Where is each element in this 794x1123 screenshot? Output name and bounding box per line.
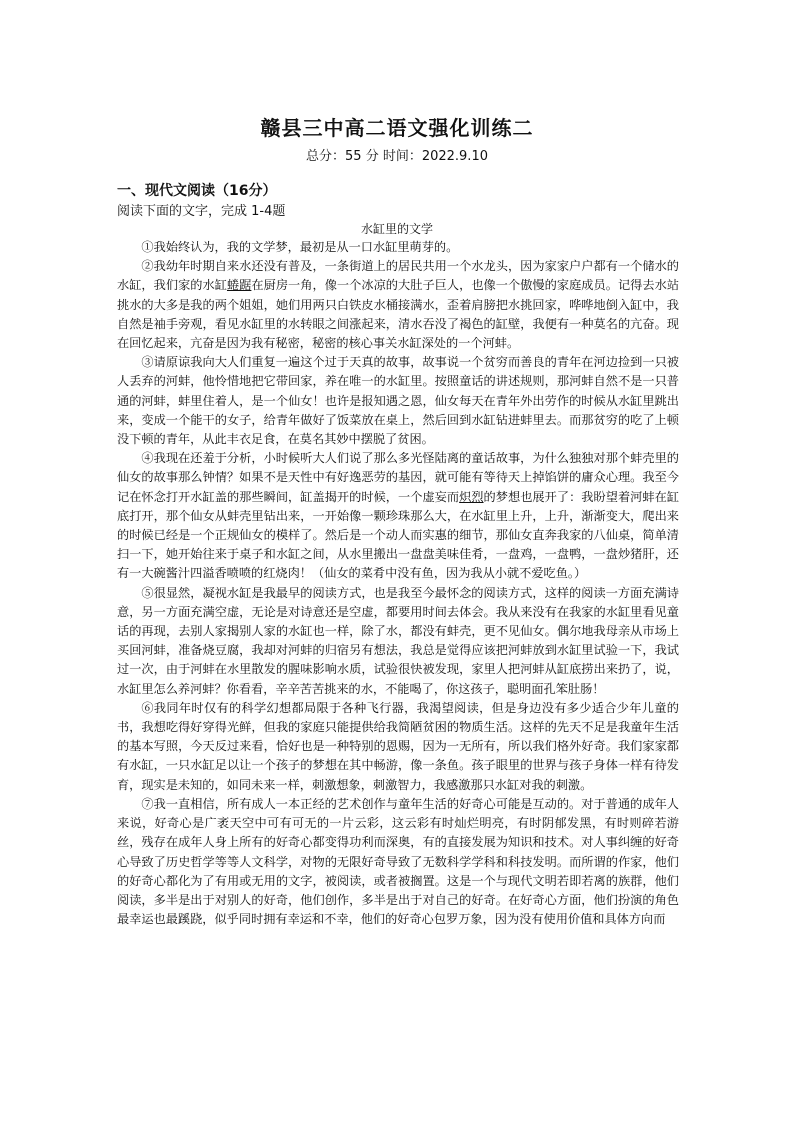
- paragraph-7: ⑦我一直相信，所有成人一本正经的艺术创作与童年生活的好奇心可能是互动的。对于普通的成年人来说，好奇心是广袤天空中可有可无的一片云彩，这云彩有时灿烂明亮，有时阴郁发黑，有时则碎若游丝，残存在成年人身上所有的好奇心都变得功利而深奥，有的直接发展为知识和技术。对人事纠缠的好奇心导致了历史哲学等等人文科学，对物的无限好奇导致了无数科学学科和科技发明。而所谓的作家，他们的好奇心都化为了有用或无用的文字，被阅读，或者被搁置。这是一个与现代文明若即若离的族群，他们阅读，多半是出于对别人的好奇，他们创作，多半是出于对自己的好奇。在好奇心方面，他们扮演的角色最幸运也最蹊跷，似乎同时拥有幸运和不幸，他们的好奇心包罗万象，因为没有使用价值和具体方向而: [117, 796, 679, 927]
- paragraph-4-text-b: 的梦想也展开了：我盼望着河蚌在缸底打开，那个仙女从蚌壳里钻出来，一开始像一颗珍珠那么大，在水缸里上升，上升，渐渐变大，爬出来的时候已经是一个正规仙女的模样了。然后是一个动人而实惠的细节，那仙女直奔我家的八仙桌，简单清扫一下，她开始往来于桌子和水缸之间，从水里搬出一盘盘美味佳肴，一盘鸡，一盘鸭，一盘炒猪肝，还有一大碗酱汁四溢香喷喷的红烧肉！（仙女的菜肴中没有鱼，因为我从小就不爱吃鱼。）: [117, 489, 680, 581]
- section-heading: 一、现代文阅读（16分）: [117, 183, 277, 199]
- underlined-word: 炽烈: [459, 489, 484, 504]
- reading-instruction: 阅读下面的文字，完成 1-4题: [117, 204, 286, 219]
- underlined-word: 蜷踞: [226, 278, 252, 293]
- article-body: [117, 238, 679, 929]
- paragraph-3: ③请原谅我向大人们重复一遍这个过于天真的故事，故事说一个贫穷而善良的青年在河边捡到一只被人丢弃的河蚌，他怜惜地把它带回家，养在唯一的水缸里。按照童话的讲述规则，那河蚌自然不是一只普通的河蚌，蚌里住着人，是一个仙女！也许是报知遇之恩，仙女每天在青年外出劳作的时候从水缸里跳出来，变成一个能干的女子，给青年做好了饭菜放在桌上，然后回到水缸钻进蚌里去。而那贫穷的吃了上顿没下顿的青年，从此丰衣足食，在莫名其妙中摆脱了贫困。: [117, 355, 679, 447]
- paragraph-2-text-b: 在厨房一角，像一个冰凉的大肚子巨人，也像一个傲慢的家庭成员。记得去水站挑水的大多是我的两个姐姐，她们用两只白铁皮水桶接满水，歪着肩膀把水挑回家，哗哗地倒入缸中，我自然是袖手旁观，看见水缸里的水转眼之间涨起来，清水吞没了褐色的缸壁，我便有一种莫名的亢奋。现在回忆起来，亢奋是因为我有秘密，秘密的核心事关水缸深处的一个河蚌。: [117, 278, 680, 351]
- paragraph-2-text-a: ②我幼年时期自来水还没有普及，一条街道上的居民共用一个水龙头，因为家家户户都有一个储水的水缸，我们家的水缸: [117, 259, 679, 293]
- paragraph-6: ⑥我同年时仅有的科学幻想都局限于各种飞行器，我渴望阅读，但是身边没有多少适合少年儿童的书，我想吃得好穿得光鲜，但我的家庭只能提供给我简陋贫困的物质生活。这样的先天不足是我童年生活的基本写照，今天反过来看，恰好也是一种特别的恩赐，因为一无所有，所以我们格外好奇。我们家家都有水缸，一只水缸足以让一个孩子的梦想在其中畅游，像一条鱼。孩子眼里的世界与孩子身体一样有待发育，现实是未知的，如同未来一样，刺激想象，刺激智力，我感激那只水缸对我的刺激。: [117, 700, 679, 792]
- paragraph-4: [117, 449, 679, 583]
- exam-info: 总分：55 分 时间：2022.9.10: [306, 149, 488, 164]
- paragraph-2: [117, 257, 679, 353]
- paragraph-5: ⑤很显然，凝视水缸是我最早的阅读方式，也是我至今最怀念的阅读方式，这样的阅读一方面充满诗意，另一方面充满空虚，无论是对诗意还是空虚，都要用时间去体会。我从来没有在我家的水缸里看见童话的再现，去别人家揭别人家的水缸也一样，除了水，都没有蚌壳，更不见仙女。偶尔地我母亲从市场上买回河蚌，准备烧豆腐，我却对河蚌的归宿另有想法，我总是觉得应该把河蚌放到水缸里试验一下，我试过一次，由于河蚌在水里散发的腥味影响水质，试验很快被发现，家里人把河蚌从缸底捞出来扔了，说，水缸里怎么养河蚌？你看看，辛辛苦苦挑来的水，不能喝了，你这孩子，聪明面孔笨肚肠！: [117, 585, 679, 696]
- paragraph-1: ①我始终认为，我的文学梦，最初是从一口水缸里萌芽的。: [141, 240, 459, 254]
- article-title: 水缸里的文学: [360, 222, 433, 236]
- paragraph-4-text-a: ④我现在还羞于分析，小时候听大人们说了那么多光怪陆离的童话故事，为什么独独对那个蚌壳里的仙女的故事那么钟情？如果不是天性中有好逸恶劳的基因，就可能有等待天上掉馅饼的庸众心理。我至今记在怀念打开水缸盖的那些瞬间，缸盖揭开的时候，一个虚妄而: [117, 451, 679, 504]
- page-title: 赣县三中高二语文强化训练二: [260, 116, 534, 140]
